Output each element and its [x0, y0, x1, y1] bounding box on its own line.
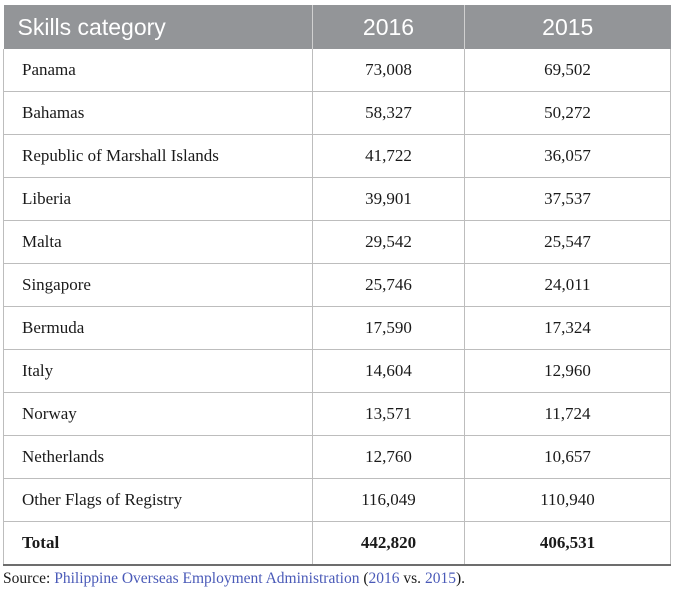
- table-body: [4, 49, 671, 565]
- cell-2016: 12,760: [313, 436, 465, 479]
- data-table-container: [3, 5, 670, 566]
- table-row: [4, 49, 671, 92]
- cell-2015: 36,057: [465, 135, 671, 178]
- table-header: [4, 5, 671, 49]
- source-prefix: Source:: [3, 570, 55, 587]
- row-label: Malta: [4, 221, 313, 264]
- row-label: Italy: [4, 350, 313, 393]
- cell-2016: 116,049: [313, 479, 465, 522]
- total-label: Total: [4, 522, 313, 566]
- cell-2016: 25,746: [313, 264, 465, 307]
- table-row: [4, 135, 671, 178]
- cell-2016: 41,722: [313, 135, 465, 178]
- cell-2015: 11,724: [465, 393, 671, 436]
- source-org-link[interactable]: Philippine Overseas Employment Administration: [54, 570, 360, 587]
- flags-of-registry-table: [3, 5, 671, 566]
- header-year-2015: 2015: [465, 5, 671, 49]
- row-label: Singapore: [4, 264, 313, 307]
- cell-2016: 58,327: [313, 92, 465, 135]
- header-row: [4, 5, 671, 49]
- cell-2016: 17,590: [313, 307, 465, 350]
- table-row: [4, 479, 671, 522]
- row-label: Norway: [4, 393, 313, 436]
- total-row: [4, 522, 671, 566]
- row-label: Panama: [4, 49, 313, 92]
- cell-2015: 24,011: [465, 264, 671, 307]
- table-row: [4, 307, 671, 350]
- cell-2016: 29,542: [313, 221, 465, 264]
- table-row: [4, 350, 671, 393]
- table-row: [4, 436, 671, 479]
- cell-2016: 13,571: [313, 393, 465, 436]
- table-row: [4, 264, 671, 307]
- total-2016: 442,820: [313, 522, 465, 566]
- row-label: Bahamas: [4, 92, 313, 135]
- cell-2015: 17,324: [465, 307, 671, 350]
- total-2015: 406,531: [465, 522, 671, 566]
- cell-2015: 110,940: [465, 479, 671, 522]
- cell-2015: 69,502: [465, 49, 671, 92]
- row-label: Other Flags of Registry: [4, 479, 313, 522]
- cell-2015: 10,657: [465, 436, 671, 479]
- table-row: [4, 393, 671, 436]
- row-label: Liberia: [4, 178, 313, 221]
- cell-2015: 12,960: [465, 350, 671, 393]
- table-row: [4, 92, 671, 135]
- cell-2016: 14,604: [313, 350, 465, 393]
- cell-2016: 39,901: [313, 178, 465, 221]
- source-paren-close: ).: [455, 570, 465, 587]
- table-row: [4, 178, 671, 221]
- row-label: Bermuda: [4, 307, 313, 350]
- source-year-2016-link[interactable]: 2016: [368, 570, 400, 587]
- cell-2015: 25,547: [465, 221, 671, 264]
- table-row: [4, 221, 671, 264]
- cell-2015: 50,272: [465, 92, 671, 135]
- cell-2016: 73,008: [313, 49, 465, 92]
- source-paren-open: (: [359, 570, 369, 587]
- source-year-2015-link[interactable]: 2015: [424, 570, 456, 587]
- header-skills-category: Skills category: [4, 5, 313, 49]
- source-vs: vs.: [399, 570, 425, 587]
- source-note: [3, 570, 465, 588]
- row-label: Republic of Marshall Islands: [4, 135, 313, 178]
- cell-2015: 37,537: [465, 178, 671, 221]
- row-label: Netherlands: [4, 436, 313, 479]
- header-year-2016: 2016: [313, 5, 465, 49]
